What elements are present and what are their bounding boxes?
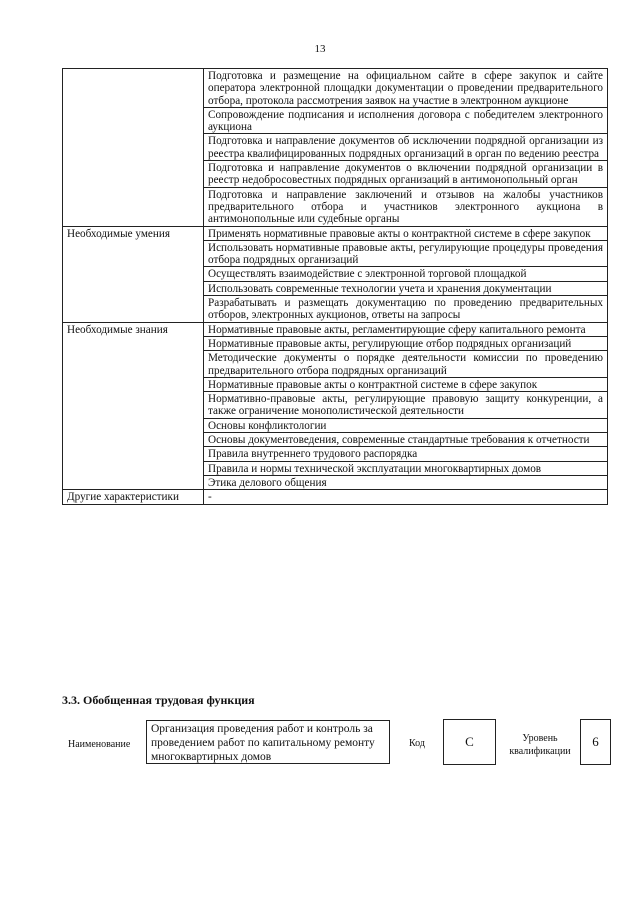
action-item: Подготовка и направление документов об исключении подрядной организации из реестра квалифицированных подрядных организаций в орган по ведению реестра [204,134,608,161]
other-label: Другие характеристики [63,490,204,504]
function-name-box: Организация проведения работ и контроль за проведением работ по капитальному ремонту многоквартирных домов [146,720,390,764]
skills-label: Необходимые умения [63,226,204,322]
code-label: Код [409,738,425,749]
name-label: Наименование [68,739,131,750]
knowledge-item: Основы конфликтологии [204,418,608,432]
skill-item: Применять нормативные правовые акты о контрактной системе в сфере закупок [204,226,608,240]
action-item: Подготовка и направление заключений и отзывов на жалобы участников предварительного отбора и участников электронного аукциона в антимонопольные или судебные органы [204,187,608,226]
table-row [63,69,608,108]
skill-item: Использовать нормативные правовые акты, регулирующие процедуры проведения отбора подрядных организаций [204,240,608,267]
knowledge-item: Нормативные правовые акты, регламентирующие сферу капитального ремонта [204,322,608,336]
knowledge-item: Нормативные правовые акты о контрактной системе в сфере закупок [204,377,608,391]
action-item: Подготовка и размещение на официальном сайте в сфере закупок и сайте оператора электронной площадки документации о проведении предварительного отбора, протокола рассмотрения заявок на участие в электронном аукционе [204,69,608,108]
knowledge-item: Правила внутреннего трудового распорядка [204,447,608,461]
knowledge-item: Правила и нормы технической эксплуатации многоквартирных домов [204,461,608,475]
action-item: Сопровождение подписания и исполнения договора с победителем электронного аукциона [204,107,608,134]
knowledge-item: Этика делового общения [204,475,608,489]
empty-label-cell [63,69,204,227]
knowledge-item: Методические документы о порядке деятельности комиссии по проведению предварительного отбора подрядных организаций [204,351,608,378]
skill-item: Использовать современные технологии учета и хранения документации [204,281,608,295]
code-box: C [443,719,496,765]
skill-item: Разрабатывать и размещать документацию по проведению предварительных отборов, электронных аукционов, ответы на запросы [204,296,608,323]
knowledge-item: Основы документоведения, современные стандартные требования к отчетности [204,433,608,447]
knowledge-item: Нормативно-правовые акты, регулирующие правовую защиту конкуренции, а также ограничение монополистической деятельности [204,392,608,419]
knowledge-item: Нормативные правовые акты, регулирующие отбор подрядных организаций [204,336,608,350]
other-value: - [204,490,608,504]
page-number: 13 [314,43,326,55]
knowledge-label: Необходимые знания [63,322,204,490]
competency-table [62,68,608,505]
action-item: Подготовка и направление документов о включении подрядной организации в реестр недобросовестных подрядных организаций в антимонопольный орган [204,161,608,188]
qualification-level-box: 6 [580,719,611,765]
section-heading: 3.3. Обобщенная трудовая функция [62,693,255,707]
table-row [63,490,608,504]
table-row [63,226,608,240]
qualification-level-label: Уровень квалификации [509,733,571,757]
table-row [63,322,608,336]
skill-item: Осуществлять взаимодействие с электронной торговой площадкой [204,267,608,281]
